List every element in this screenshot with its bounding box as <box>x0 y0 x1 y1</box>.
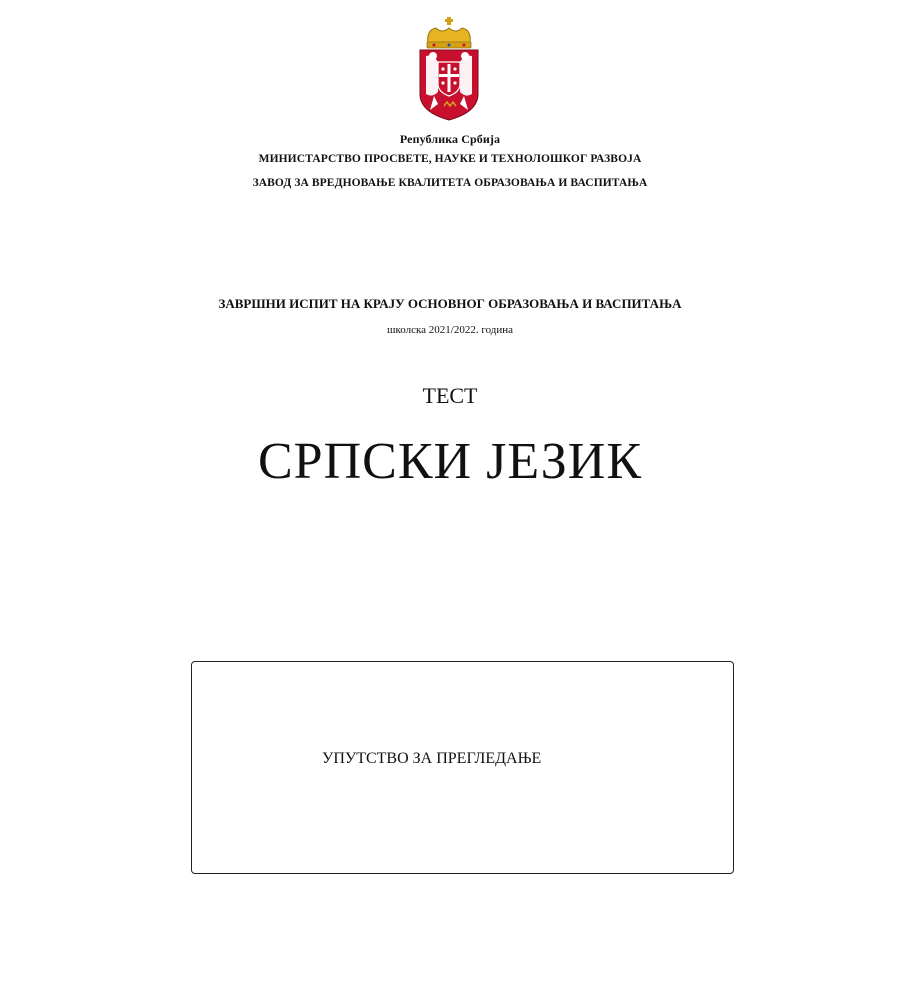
exam-title: ЗАВРШНИ ИСПИТ НА КРАЈУ ОСНОВНОГ ОБРАЗОВАЊА И ВАСПИТАЊА <box>218 296 682 311</box>
country-name: Република Србија <box>399 132 501 146</box>
test-label: ТЕСТ <box>422 383 478 408</box>
institute-name: ЗАВОД ЗА ВРЕДНОВАЊЕ КВАЛИТЕТА ОБРАЗОВАЊА И ВАСПИТАЊА <box>252 177 648 189</box>
serbia-coat-of-arms-icon <box>416 16 482 122</box>
instructions-label: УПУТСТВО ЗА ПРЕГЛЕДАЊЕ <box>322 750 542 767</box>
instructions-box <box>191 661 734 874</box>
subject-title: СРПСКИ ЈЕЗИК <box>258 433 642 490</box>
ministry-name: МИНИСТАРСТВО ПРОСВЕТЕ, НАУКЕ И ТЕХНОЛОШКОГ РАЗВОЈА <box>258 153 642 165</box>
crown-icon <box>427 17 471 48</box>
school-year: школска 2021/2022. година <box>386 324 514 336</box>
